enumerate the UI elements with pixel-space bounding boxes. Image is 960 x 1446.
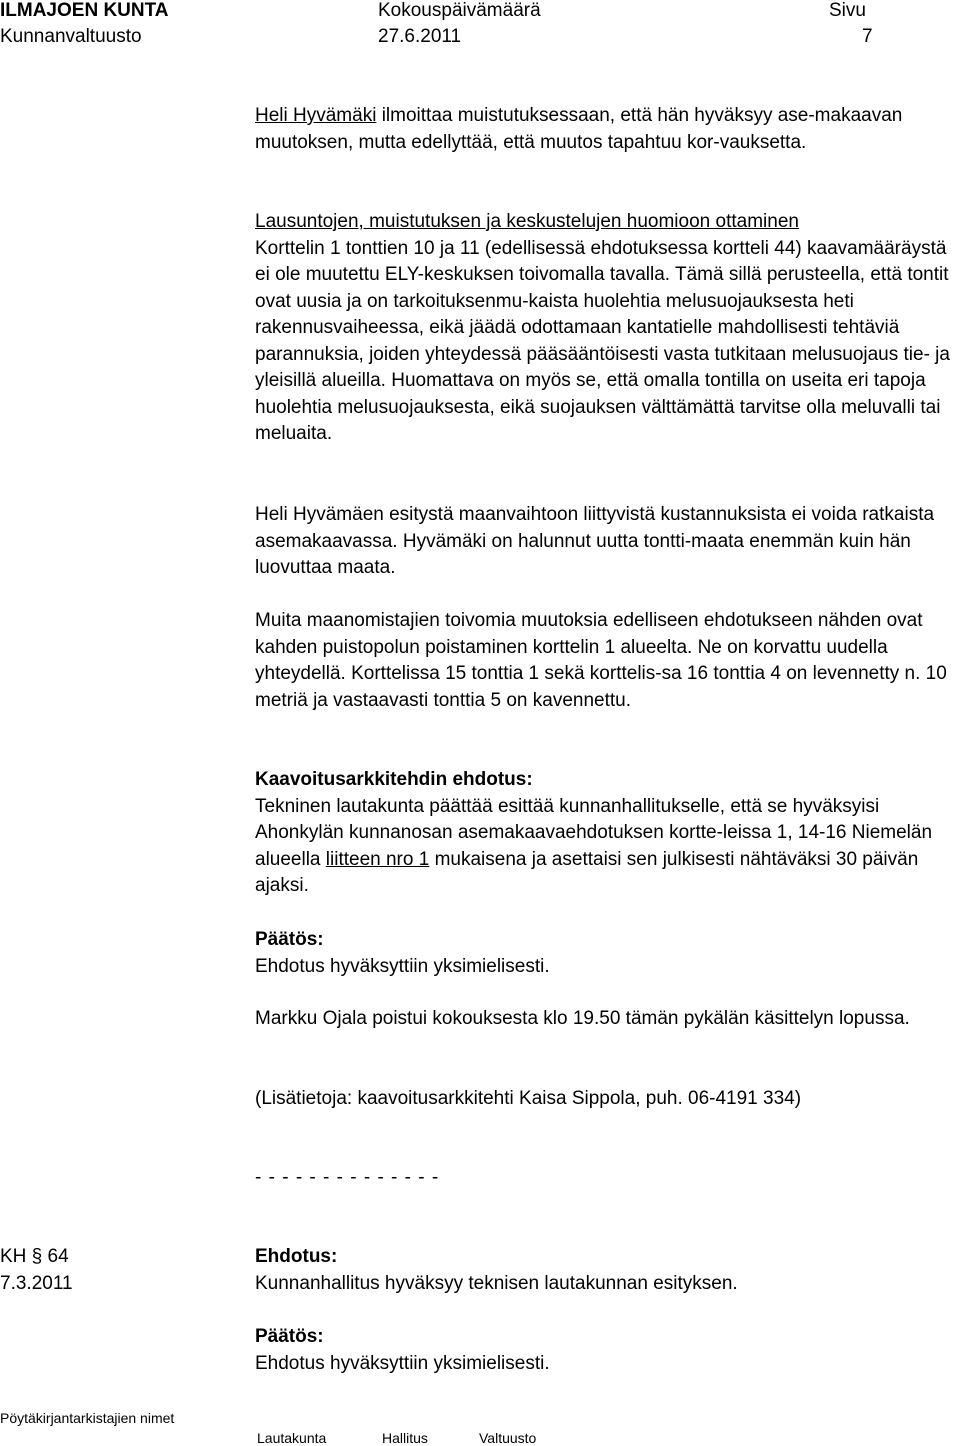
paragraph-objection (255, 103, 960, 156)
paragraph-text: Ehdotus hyväksyttiin yksimielisesti. (255, 1352, 550, 1374)
section-separator: - - - - - - - - - - - - - - (255, 1167, 440, 1188)
meeting-date-label: Kokouspäivämäärä (378, 0, 541, 21)
organization-name: ILMAJOEN KUNTA (0, 0, 169, 21)
kh-section-date: 7.3.2011 (0, 1273, 73, 1294)
paragraph-text: Muita maanomistajien toivomia muutoksia edelliseen ehdotukseen nähden ovat kahden puistopolun poistaminen korttelin 1 alueelta. Ne on korvattu uudella yhteydellä. Korttelissa 15 tonttia 1 sekä korttelis-sa 16 tonttia 4 on levennetty n. 10 metriä ja vastaavasti tonttia 5 on kavennettu. (255, 610, 947, 711)
paragraph-text: Heli Hyvämäen esitystä maanvaihtoon liittyvistä kustannuksista ei voida ratkaista asemakaavassa. Hyvämäki on halunnut uutta tontti-maata enemmän kuin hän luovuttaa maata. (255, 504, 935, 578)
page-label: Sivu (829, 0, 866, 21)
paragraph-text: Markku Ojala poistui kokouksesta klo 19.50 tämän pykälän käsittelyn lopussa. (255, 1008, 910, 1029)
paragraph-note (255, 1006, 960, 1033)
section-heading: Kaavoitusarkkitehdin ehdotus: (255, 769, 533, 790)
kh-section-number: KH § 64 (0, 1246, 69, 1267)
page-number: 7 (862, 26, 873, 47)
paragraph-text: Tekninen lautakunta päättää esittää kunnanhallitukselle, että se hyväksyisi Ahonkylän kunnanosan asemakaavaehdotuksen kortte-leissa 1, 14-16 Niemelän alueella (255, 795, 933, 870)
meeting-date: 27.6.2011 (378, 26, 462, 47)
footer-council: Valtuusto (479, 1430, 537, 1446)
section-heading: Ehdotus: (255, 1246, 338, 1267)
footer-reviewers-label: Pöytäkirjantarkistajien nimet (0, 1410, 175, 1426)
paragraph-land-exchange (255, 502, 960, 582)
paragraph-kh-decision (255, 1324, 960, 1377)
paragraph-text: Ehdotus hyväksyttiin yksimielisesti. (255, 955, 550, 977)
paragraph-consideration (255, 209, 960, 448)
footer-board: Lautakunta (257, 1430, 327, 1446)
attachment-link[interactable]: liitteen nro 1 (325, 848, 430, 870)
paragraph-kh-proposal (255, 1244, 960, 1297)
section-heading: Päätös: (255, 929, 324, 950)
paragraph-text: ilmoittaa muistutuksessaan, että hän hyväksyy ase-makaavan muutoksen, mutta edellyttää, että muutos tapahtuu kor-vauksetta. (255, 105, 903, 153)
paragraph-decision (255, 927, 960, 980)
section-heading: Lausuntojen, muistutuksen ja keskustelujen huomioon ottaminen (255, 211, 799, 232)
body-name: Kunnanvaltuusto (0, 26, 142, 47)
section-heading: Päätös: (255, 1326, 324, 1347)
paragraph-text: mukaisena ja asettaisi sen julkisesti nähtäväksi 30 päivän ajaksi. (255, 848, 919, 896)
paragraph-text: Kunnanhallitus hyväksyy teknisen lautakunnan esityksen. (255, 1272, 738, 1294)
paragraph-contact-info (255, 1086, 960, 1113)
paragraph-architect-proposal (255, 767, 960, 900)
footer-government: Hallitus (382, 1430, 428, 1446)
paragraph-text: Korttelin 1 tonttien 10 ja 11 (edellisessä ehdotuksessa kortteli 44) kaavamääräystä ei ole muutettu ELY-keskuksen toivomalla tavalla. Tämä sillä perusteella, että tontit ovat uusia ja on tarkoituksenmu-kaista huolehtia melusuojauksesta heti rakennusvaiheessa, eikä jäädä odottamaan kantatielle mahdollisesti tehtäviä parannuksia, joiden yhteydessä pääsääntöisesti vasta tutkitaan melusuojaus tie- ja yleisillä alueilla. Huomattava on myös se, että omalla tontilla on useita eri tapoja huolehtia melusuojauksesta, eikä suojauksen välttämättä tarvitse olla meluvalli tai meluaita. (255, 237, 950, 444)
paragraph-text: (Lisätietoja: kaavoitusarkkitehti Kaisa Sippola, puh. 06-4191 334) (255, 1088, 802, 1109)
objector-name: Heli Hyvämäki (255, 105, 377, 126)
paragraph-other-changes (255, 608, 960, 714)
